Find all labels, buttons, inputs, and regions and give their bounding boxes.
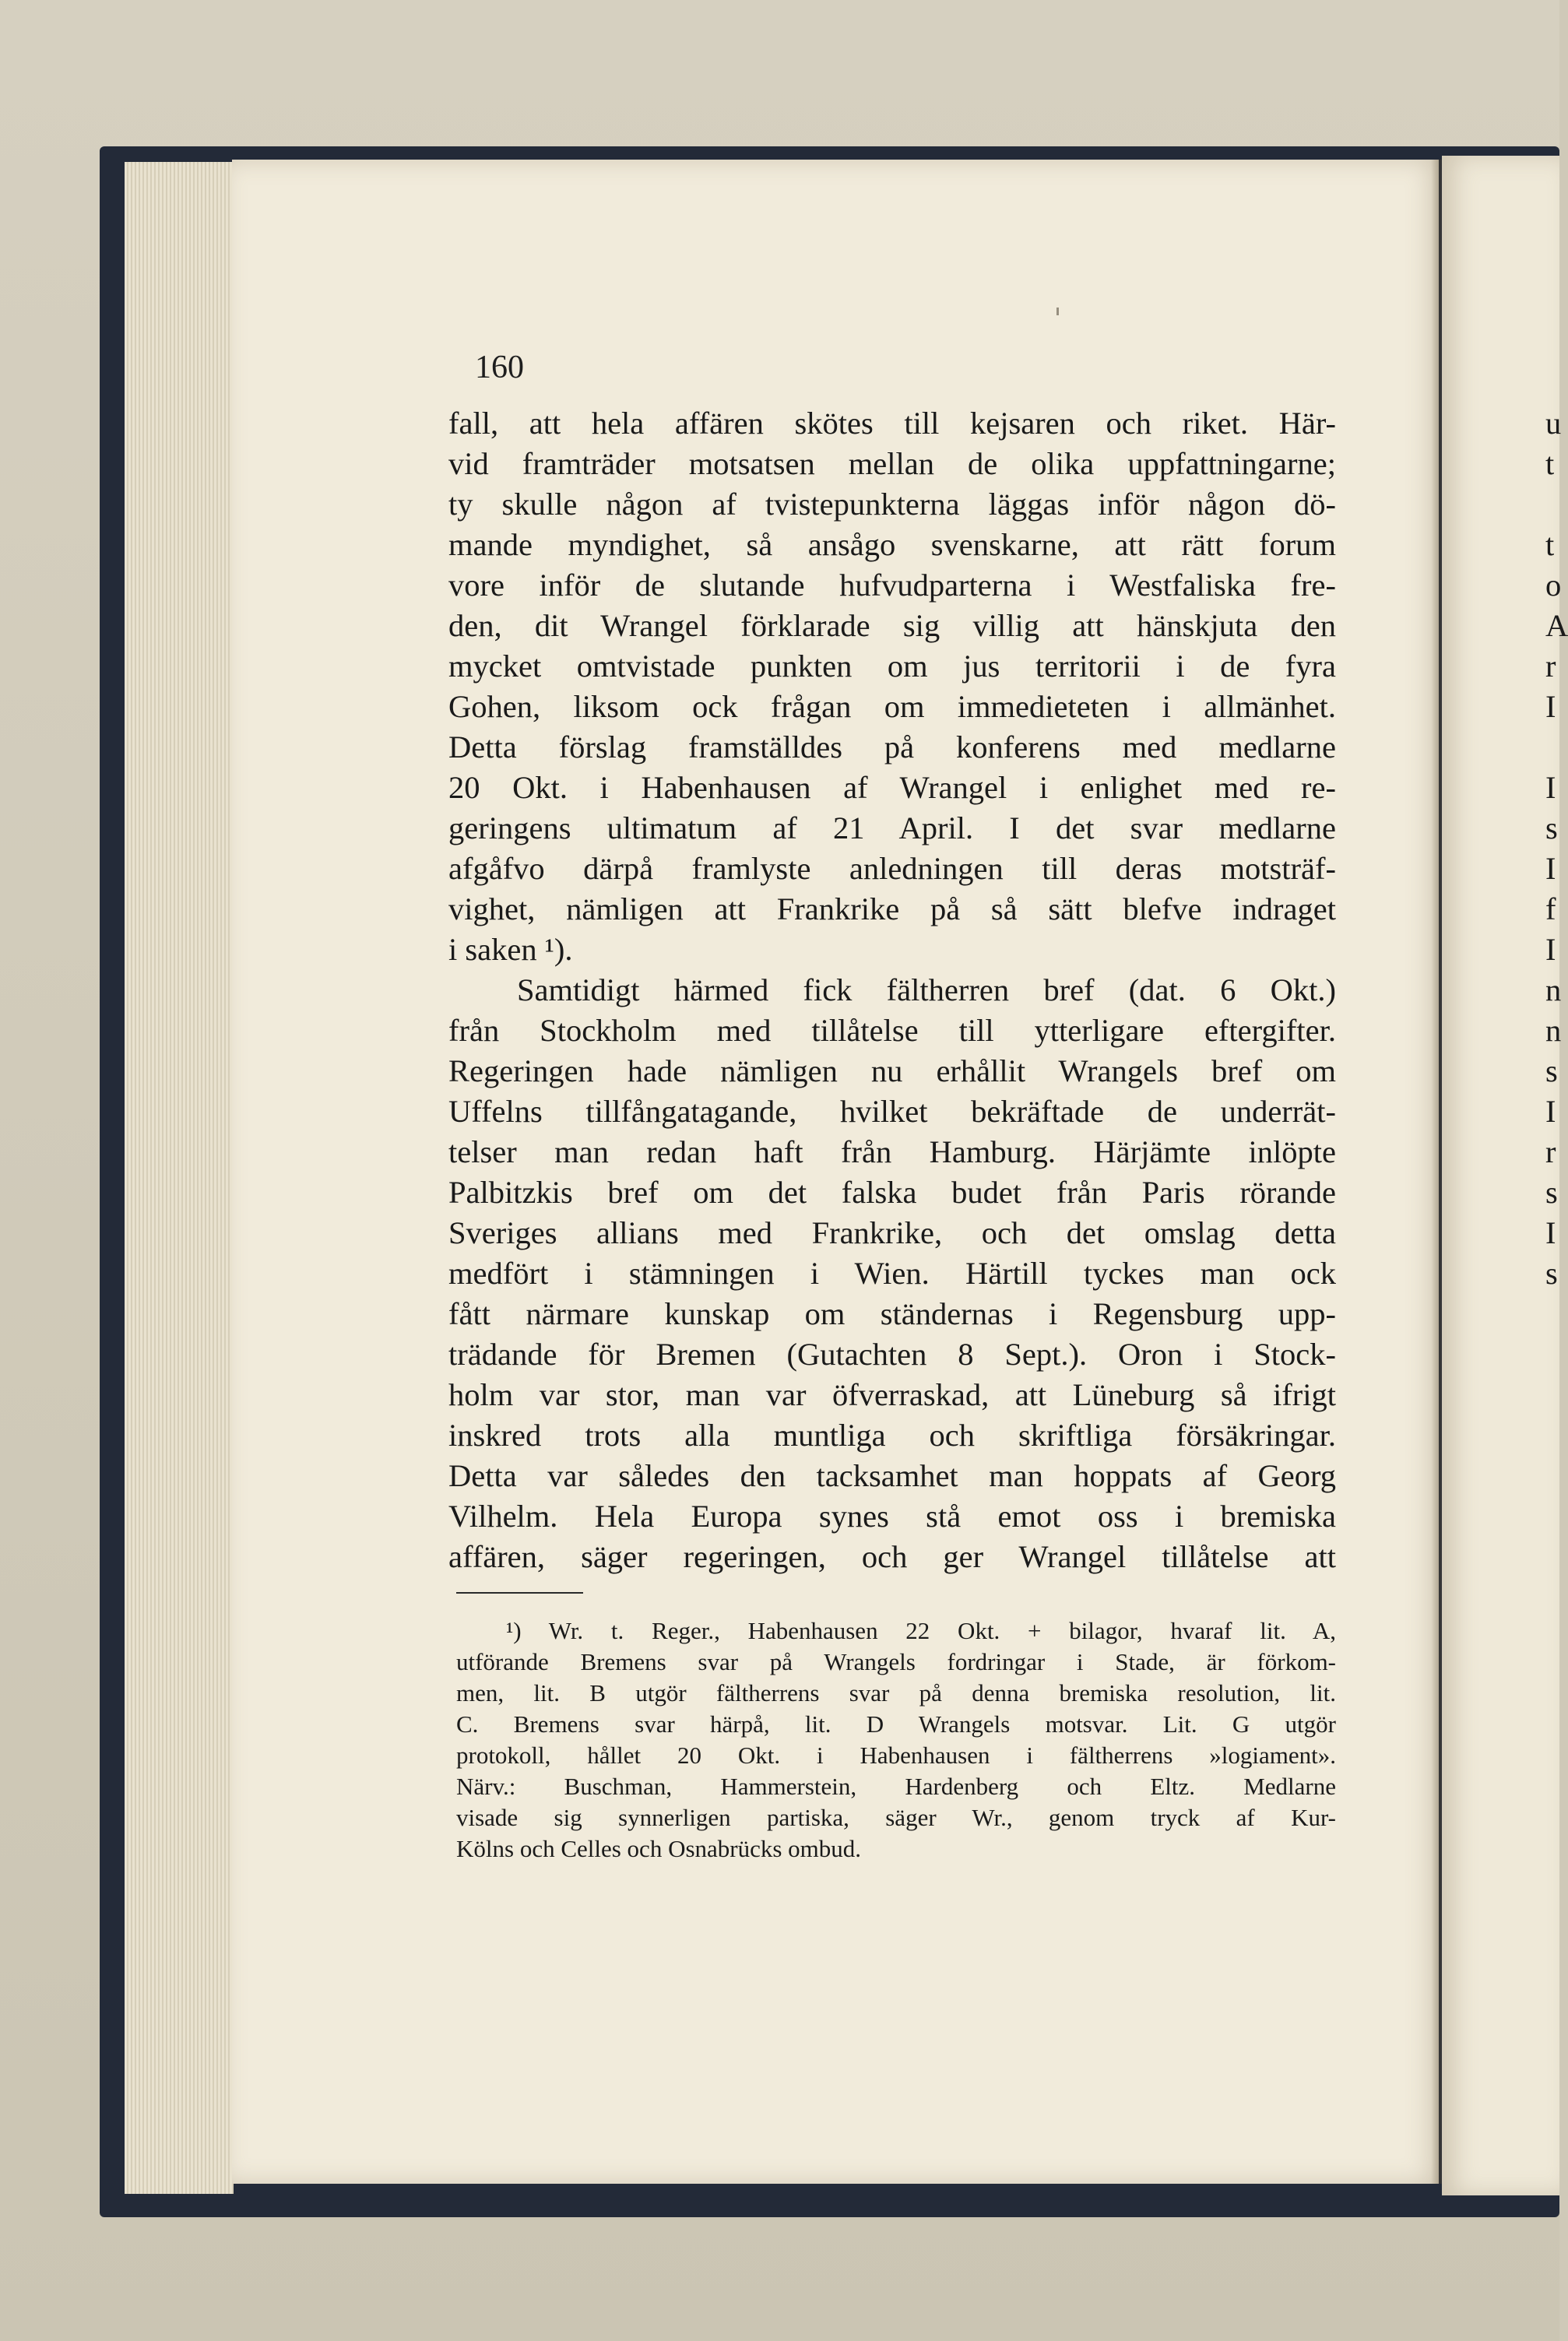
- body-line: Vilhelm. Hela Europa synes stå emot oss i bremiska: [448, 1499, 1336, 1534]
- body-line: fått närmare kunskap om ständernas i Regensburg upp-: [448, 1296, 1336, 1331]
- body-line: Detta förslag framställdes på konferens med medlarne: [448, 729, 1336, 765]
- body-line: Detta var således den tacksamhet man hoppats af Georg: [448, 1458, 1336, 1493]
- body-line: Regeringen hade nämligen nu erhållit Wrangels bref om: [448, 1053, 1336, 1088]
- footnote-line: C. Bremens svar härpå, lit. D Wrangels motsvar. Lit. G utgör: [456, 1710, 1336, 1738]
- footnote-line: utförande Bremens svar på Wrangels fordringar i Stade, är förkom-: [456, 1648, 1336, 1675]
- footnote-line: visade sig synnerligen partiska, säger Wr., genom tryck af Kur-: [456, 1804, 1336, 1831]
- body-line: Samtidigt härmed fick fältherren bref (dat. 6 Okt.): [517, 972, 1336, 1007]
- body-line: affären, säger regeringen, och ger Wrangel tillåtelse att: [448, 1539, 1336, 1574]
- body-line: Uffelns tillfångatagande, hvilket bekräftade de underrät-: [448, 1094, 1336, 1129]
- right-page-fragment: s: [1545, 1053, 1558, 1088]
- right-page-fragment: r: [1545, 1134, 1556, 1169]
- footnote-line: Kölns och Celles och Osnabrücks ombud.: [456, 1835, 862, 1862]
- body-line: ty skulle någon af tvistepunkterna läggas inför någon dö-: [448, 487, 1336, 522]
- body-line: den, dit Wrangel förklarade sig villig att hänskjuta den: [448, 608, 1336, 643]
- body-line: geringens ultimatum af 21 April. I det svar medlarne: [448, 810, 1336, 845]
- right-page-fragment: r: [1545, 649, 1556, 684]
- body-line: i saken ¹).: [448, 932, 573, 967]
- right-page-fragment: I: [1545, 689, 1556, 724]
- right-page-fragment: o: [1545, 568, 1562, 603]
- right-page-fragment: u: [1545, 406, 1562, 441]
- right-page-fragment: s: [1545, 1175, 1558, 1210]
- body-line: afgåfvo därpå framlyste anledningen till deras motsträf-: [448, 851, 1336, 886]
- right-page-fragment: I: [1545, 1215, 1556, 1250]
- body-line: mycket omtvistade punkten om jus territorii i de fyra: [448, 649, 1336, 684]
- right-page-fragment: I: [1545, 1094, 1556, 1129]
- right-page: [1442, 156, 1559, 2195]
- footnote-line: Närv.: Buschman, Hammerstein, Hardenberg och Eltz. Medlarne: [456, 1773, 1336, 1800]
- right-page-fragment: s: [1545, 810, 1558, 845]
- body-line: mande myndighet, så ansågo svenskarne, att rätt forum: [448, 527, 1336, 562]
- right-page-fragment: [1545, 727, 1568, 768]
- body-line: trädande för Bremen (Gutachten 8 Sept.). Oron i Stock-: [448, 1337, 1336, 1372]
- right-page-fragment: I: [1545, 932, 1556, 967]
- body-line: Sveriges allians med Frankrike, och det omslag detta: [448, 1215, 1336, 1250]
- footnote-separator: [456, 1592, 583, 1594]
- right-page-fragment: I: [1545, 851, 1556, 886]
- footnotes: [456, 1615, 1336, 1865]
- footnote-line: protokoll, hållet 20 Okt. i Habenhausen i fältherrens »logiament».: [456, 1742, 1336, 1769]
- body-line: vid framträder motsatsen mellan de olika uppfattningarne;: [448, 446, 1336, 481]
- body-line: fall, att hela affären skötes till kejsaren och riket. Här-: [448, 406, 1336, 441]
- right-page-fragment: n: [1545, 1013, 1562, 1048]
- right-page-fragment: I: [1545, 770, 1556, 805]
- body-line: medfört i stämningen i Wien. Härtill tyckes man ock: [448, 1256, 1336, 1291]
- right-page-fragment: s: [1545, 1256, 1558, 1291]
- body-text: [448, 403, 1336, 1577]
- body-line: vighet, nämligen att Frankrike på så sätt blefve indraget: [448, 891, 1336, 926]
- body-line: Gohen, liksom ock frågan om immedieteten i allmänhet.: [448, 689, 1336, 724]
- paper-speck: [1056, 308, 1059, 315]
- right-page-fragment: f: [1545, 891, 1556, 926]
- page-edges: [125, 162, 234, 2194]
- body-line: inskred trots alla muntliga och skriftliga försäkringar.: [448, 1418, 1336, 1453]
- body-line: 20 Okt. i Habenhausen af Wrangel i enlighet med re-: [448, 770, 1336, 805]
- body-line: Palbitzkis bref om det falska budet från Paris rörande: [448, 1175, 1336, 1210]
- body-line: vore inför de slutande hufvudparterna i Westfaliska fre-: [448, 568, 1336, 603]
- right-page-fragment: A: [1545, 608, 1568, 643]
- footnote-line: men, lit. B utgör fältherrens svar på denna bremiska resolution, lit.: [456, 1679, 1336, 1707]
- right-page-fragment: [1545, 484, 1568, 525]
- page-number: 160: [475, 350, 524, 385]
- body-line: holm var stor, man var öfverraskad, att Lüneburg så ifrigt: [448, 1377, 1336, 1412]
- footnote-line: ¹) Wr. t. Reger., Habenhausen 22 Okt. + bilagor, hvaraf lit. A,: [506, 1617, 1336, 1644]
- body-line: telser man redan haft från Hamburg. Härjämte inlöpte: [448, 1134, 1336, 1169]
- body-line: från Stockholm med tillåtelse till ytterligare eftergifter.: [448, 1013, 1336, 1048]
- right-page-fragment: t: [1545, 446, 1555, 481]
- right-page-fragments: [1545, 403, 1568, 1294]
- right-page-fragment: t: [1545, 527, 1555, 562]
- right-page-fragment: n: [1545, 972, 1562, 1007]
